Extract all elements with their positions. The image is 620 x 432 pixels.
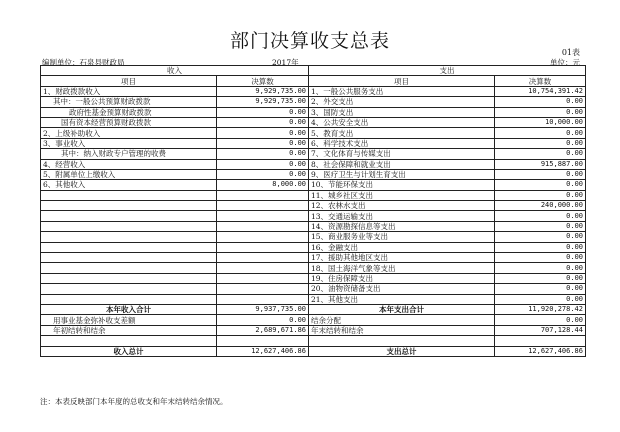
expense-item-header: 项目 — [309, 76, 495, 86]
income-item-cell — [41, 253, 217, 263]
income-amount-cell: 0.00 — [217, 128, 309, 138]
expense-amount-cell: 240,000.00 — [495, 201, 586, 211]
summary-income-label: 收入总计 — [41, 346, 217, 356]
table-row — [41, 86, 586, 96]
summary-expense-amount: 707,128.44 — [495, 325, 586, 335]
income-item-cell: 5、附属单位上缴收入 — [41, 169, 217, 179]
form-number: 01表 — [561, 48, 580, 57]
income-amount-cell — [217, 211, 309, 221]
income-amount-cell: 0.00 — [217, 159, 309, 169]
table-row — [41, 284, 586, 294]
table-row — [41, 242, 586, 252]
expense-amount-cell: 0.00 — [495, 284, 586, 294]
expense-item-cell: 19、住房保障支出 — [309, 273, 495, 283]
expense-amount-header: 决算数 — [495, 76, 586, 86]
income-amount-cell — [217, 284, 309, 294]
summary-expense-label: 年末结转和结余 — [309, 325, 495, 335]
table-row — [41, 263, 586, 273]
income-item-cell: 其中：纳入财政专户管理的收费 — [41, 149, 217, 159]
expense-item-cell: 8、社会保障和就业支出 — [309, 159, 495, 169]
income-amount-cell: 0.00 — [217, 169, 309, 179]
table-row — [41, 253, 586, 263]
expense-amount-cell: 0.00 — [495, 107, 586, 117]
table-row — [41, 211, 586, 221]
summary-expense-label: 支出总计 — [309, 346, 495, 356]
summary-expense-amount: 11,920,278.42 — [495, 304, 586, 314]
org-label: 编制单位：石泉县财政局 — [42, 58, 125, 67]
income-item-header: 项目 — [41, 76, 217, 86]
income-amount-cell — [217, 190, 309, 200]
expense-item-cell: 11、城乡社区支出 — [309, 190, 495, 200]
expense-item-cell: 16、金融支出 — [309, 242, 495, 252]
expense-item-cell: 13、交通运输支出 — [309, 211, 495, 221]
summary-income-amount: 0.00 — [217, 315, 309, 325]
expense-amount-cell: 0.00 — [495, 294, 586, 304]
expense-amount-cell: 0.00 — [495, 128, 586, 138]
expense-item-cell: 5、教育支出 — [309, 128, 495, 138]
table-row — [41, 201, 586, 211]
income-item-cell — [41, 294, 217, 304]
income-item-cell: 其中：一般公共预算财政拨款 — [41, 97, 217, 107]
summary-expense-amount: 12,627,406.86 — [495, 346, 586, 356]
table-row — [41, 190, 586, 200]
income-item-cell — [41, 201, 217, 211]
expense-item-cell: 6、科学技术支出 — [309, 138, 495, 148]
income-amount-cell: 9,929,735.00 — [217, 97, 309, 107]
expense-amount-cell: 0.00 — [495, 149, 586, 159]
summary-expense-amount — [495, 336, 586, 346]
expense-amount-cell: 0.00 — [495, 221, 586, 231]
expense-amount-cell: 0.00 — [495, 211, 586, 221]
expense-item-cell: 14、资源勘探信息等支出 — [309, 221, 495, 231]
summary-expense-amount: 0.00 — [495, 315, 586, 325]
expense-amount-cell: 0.00 — [495, 190, 586, 200]
income-amount-cell: 0.00 — [217, 117, 309, 127]
table-row — [41, 232, 586, 242]
income-item-cell: 1、财政拨款收入 — [41, 86, 217, 96]
column-header-row — [41, 76, 586, 86]
summary-expense-label: 本年支出合计 — [309, 304, 495, 314]
summary-income-amount: 12,627,406.86 — [217, 346, 309, 356]
income-item-cell: 2、上级补助收入 — [41, 128, 217, 138]
income-item-cell: 3、事业收入 — [41, 138, 217, 148]
income-item-cell — [41, 273, 217, 283]
table-row — [41, 107, 586, 117]
expense-amount-cell: 0.00 — [495, 253, 586, 263]
income-item-cell: 国有资本经营预算财政拨款 — [41, 117, 217, 127]
income-item-cell: 4、经营收入 — [41, 159, 217, 169]
summary-income-label: 年初结转和结余 — [41, 325, 217, 335]
expense-item-cell: 4、公共安全支出 — [309, 117, 495, 127]
expense-section-header: 支出 — [309, 66, 586, 76]
section-header-row — [41, 66, 586, 76]
income-amount-cell — [217, 232, 309, 242]
expense-amount-cell: 915,887.00 — [495, 159, 586, 169]
summary-income-amount — [217, 336, 309, 346]
expense-amount-cell: 0.00 — [495, 138, 586, 148]
income-item-cell — [41, 221, 217, 231]
expense-amount-cell: 0.00 — [495, 242, 586, 252]
income-amount-cell — [217, 242, 309, 252]
table-row — [41, 180, 586, 190]
report-title: 部门决算收支总表 — [229, 30, 390, 52]
summary-income-label: 用事业基金弥补收支差额 — [41, 315, 217, 325]
expense-amount-cell: 0.00 — [495, 232, 586, 242]
expense-item-cell: 1、一般公共服务支出 — [309, 86, 495, 96]
income-expense-table — [40, 65, 586, 357]
expense-item-cell: 15、商业服务业等支出 — [309, 232, 495, 242]
income-item-cell — [41, 190, 217, 200]
table-row — [41, 159, 586, 169]
income-section-header: 收入 — [41, 66, 309, 76]
summary-expense-label — [309, 336, 495, 346]
income-amount-cell — [217, 221, 309, 231]
total-row — [41, 304, 586, 314]
expense-item-cell: 20、油物资储备支出 — [309, 284, 495, 294]
summary-income-amount: 9,937,735.00 — [217, 304, 309, 314]
income-item-cell: 政府性基金预算财政拨款 — [41, 107, 217, 117]
summary-row — [41, 325, 586, 335]
expense-amount-cell: 10,000.00 — [495, 117, 586, 127]
summary-income-label — [41, 336, 217, 346]
table-row — [41, 169, 586, 179]
table-row — [41, 117, 586, 127]
total-row — [41, 346, 586, 356]
footnote: 注：本表反映部门本年度的总收支和年末结转结余情况。 — [40, 397, 228, 406]
expense-item-cell: 9、医疗卫生与计划生育支出 — [309, 169, 495, 179]
report-year: 2017年 — [272, 58, 299, 67]
expense-amount-cell: 0.00 — [495, 97, 586, 107]
expense-item-cell: 3、国防支出 — [309, 107, 495, 117]
expense-item-cell: 7、文化体育与传媒支出 — [309, 149, 495, 159]
income-item-cell — [41, 242, 217, 252]
table-row — [41, 273, 586, 283]
income-amount-cell — [217, 253, 309, 263]
expense-item-cell: 18、国土海洋气象等支出 — [309, 263, 495, 273]
income-amount-cell — [217, 273, 309, 283]
income-amount-cell — [217, 201, 309, 211]
expense-amount-cell: 0.00 — [495, 273, 586, 283]
income-amount-cell: 0.00 — [217, 107, 309, 117]
income-amount-cell — [217, 294, 309, 304]
income-amount-cell: 8,000.00 — [217, 180, 309, 190]
table-row — [41, 149, 586, 159]
expense-item-cell: 10、节能环保支出 — [309, 180, 495, 190]
income-item-cell — [41, 211, 217, 221]
income-item-cell — [41, 263, 217, 273]
income-amount-cell — [217, 263, 309, 273]
summary-expense-label: 结余分配 — [309, 315, 495, 325]
table-row — [41, 97, 586, 107]
income-item-cell: 6、其他收入 — [41, 180, 217, 190]
income-item-cell — [41, 232, 217, 242]
income-amount-cell: 0.00 — [217, 138, 309, 148]
expense-item-cell: 12、农林水支出 — [309, 201, 495, 211]
table-row — [41, 128, 586, 138]
expense-amount-cell: 0.00 — [495, 180, 586, 190]
table-row — [41, 221, 586, 231]
summary-row — [41, 315, 586, 325]
income-item-cell — [41, 284, 217, 294]
income-amount-header: 决算数 — [217, 76, 309, 86]
income-amount-cell: 9,929,735.00 — [217, 86, 309, 96]
expense-item-cell: 17、援助其他地区支出 — [309, 253, 495, 263]
currency-unit: 单位：元 — [550, 58, 580, 67]
expense-item-cell: 21、其他支出 — [309, 294, 495, 304]
expense-item-cell: 2、外交支出 — [309, 97, 495, 107]
table-row — [41, 138, 586, 148]
expense-amount-cell: 0.00 — [495, 169, 586, 179]
summary-income-amount: 2,689,671.86 — [217, 325, 309, 335]
expense-amount-cell: 10,754,391.42 — [495, 86, 586, 96]
summary-row — [41, 336, 586, 346]
summary-income-label: 本年收入合计 — [41, 304, 217, 314]
table-row — [41, 294, 586, 304]
expense-amount-cell: 0.00 — [495, 263, 586, 273]
income-amount-cell: 0.00 — [217, 149, 309, 159]
